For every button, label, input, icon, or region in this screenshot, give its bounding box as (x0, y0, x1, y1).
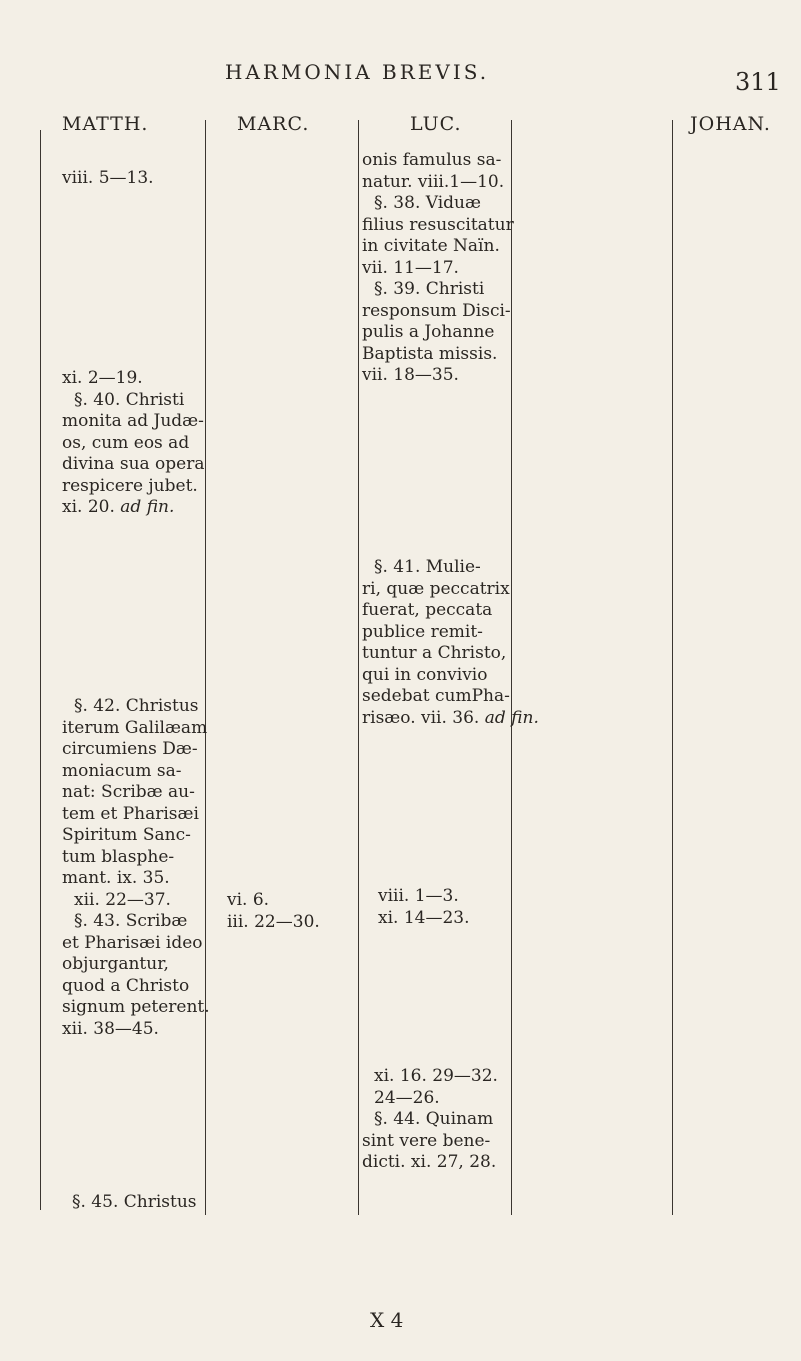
text-line: viii. 5—13. (62, 168, 154, 188)
text-line: natur. viii.1—10. (362, 171, 505, 192)
running-header: HARMONIA BREVIS. (225, 60, 490, 84)
luc-section-44 (362, 1066, 498, 1174)
text-line: xi. 16. 29—32. (374, 1066, 498, 1086)
text-line: filius resuscitatur (362, 214, 514, 235)
text-line: os, cum eos ad (62, 432, 190, 453)
text-line: xii. 38—45. (62, 1018, 159, 1039)
text-line: §. 41. Mulie- (374, 557, 481, 577)
text-line: sedebat cumPha- (362, 686, 510, 706)
text-line: §. 43. Scribæ (74, 911, 188, 931)
matth-section-45 (72, 1192, 197, 1214)
text-line: sint vere bene- (362, 1130, 491, 1151)
text-line: circumiens Dæ- (62, 739, 198, 759)
column-rule-matth-marc (205, 120, 206, 1215)
text-line: tem et Pharisæi (62, 803, 199, 824)
luc-refs-mid (378, 886, 470, 929)
text-line: §. 42. Christus (74, 696, 199, 716)
column-head-luc: LUC. (410, 113, 462, 135)
luc-section-38-39 (362, 150, 514, 387)
text-line: Baptista missis. (362, 343, 498, 364)
ad-fin-note: ad fin. (484, 707, 539, 728)
text-line: §. 45. Christus (72, 1192, 197, 1212)
text-line: qui in convivio (362, 664, 488, 685)
text-line: quod a Christo (62, 975, 190, 996)
text-line: xii. 22—37. (74, 889, 171, 910)
signature-mark: X 4 (370, 1308, 404, 1332)
text-line: xi. 2—19. (62, 368, 143, 388)
text-line: moniacum sa- (62, 760, 182, 781)
text-line: fuerat, peccata (362, 600, 493, 620)
text-line: iii. 22—30. (227, 911, 320, 932)
text-line: vi. 6. (227, 890, 270, 910)
column-rule-right (672, 120, 673, 1215)
text-line: pulis a Johanne (362, 322, 495, 342)
column-rule-left (40, 130, 41, 1210)
column-rule-marc-luc (358, 120, 359, 1215)
text-line: monita ad Judæ- (62, 411, 204, 431)
text-line: Spiritum Sanc- (62, 825, 191, 845)
text-line: responsum Disci- (362, 300, 511, 321)
matth-section-42-43 (62, 696, 210, 1040)
text-line: respicere jubet. (62, 475, 198, 496)
text-line: iterum Galilæam (62, 717, 208, 738)
text-line: 24—26. (374, 1087, 440, 1108)
text-line: et Pharisæi ideo (62, 932, 203, 953)
text-line: xi. 20. (62, 497, 115, 517)
text-line: §. 39. Christi (374, 279, 485, 299)
text-line: tum blasphe- (62, 846, 175, 867)
matth-section-40 (62, 368, 205, 519)
text-line: xi. 14—23. (378, 907, 470, 928)
text-line: publice remit- (362, 621, 483, 642)
text-line: §. 44. Quinam (374, 1109, 494, 1129)
column-head-matth: MATTH. (62, 113, 149, 135)
text-line: dicti. xi. 27, 28. (362, 1152, 497, 1172)
text-line: ri, quæ peccatrix (362, 578, 510, 599)
text-line: onis famulus sa- (362, 150, 502, 170)
text-line: mant. ix. 35. (62, 868, 170, 888)
marc-refs (227, 890, 320, 933)
column-head-marc: MARC. (237, 113, 310, 135)
text-line: vii. 11—17. (362, 257, 459, 278)
text-line: tuntur a Christo, (362, 643, 507, 663)
text-line: viii. 1—3. (378, 886, 459, 906)
ad-fin-note: ad fin. (120, 497, 175, 517)
text-line: vii. 18—35. (362, 365, 459, 385)
column-head-johan: JOHAN. (690, 113, 771, 135)
page-number: 311 (735, 68, 781, 96)
text-line: risæo. vii. 36. (362, 707, 480, 728)
text-line: signum peterent. (62, 997, 210, 1017)
text-line: divina sua opera (62, 454, 205, 474)
text-line: §. 38. Viduæ (374, 193, 481, 213)
text-line: objurgantur, (62, 954, 169, 974)
luc-section-41 (362, 557, 539, 729)
text-line: in civitate Naïn. (362, 236, 500, 256)
matth-ref-viii (62, 168, 154, 190)
text-line: nat: Scribæ au- (62, 782, 195, 802)
text-line: §. 40. Christi (74, 389, 185, 410)
